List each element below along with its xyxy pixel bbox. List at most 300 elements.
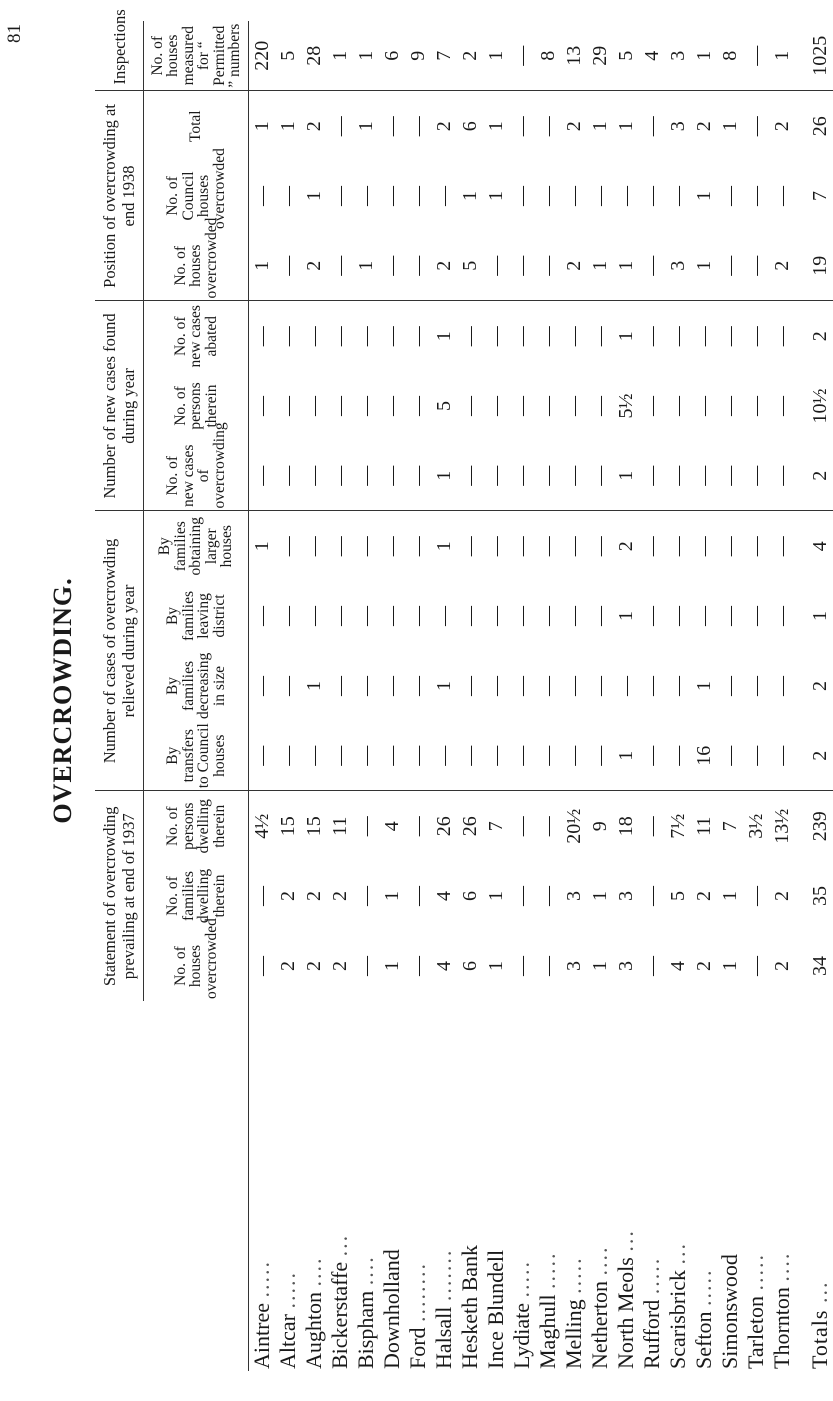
value-cell: 7 (808, 190, 831, 201)
table-row (691, 21, 717, 1371)
column-header: By families leaving district (164, 591, 228, 641)
value-cell: 4½ (250, 813, 273, 839)
value-cell: — (718, 675, 741, 696)
value-cell: — (640, 675, 663, 696)
value-cell: 20½ (562, 808, 585, 844)
value-cell: 6 (379, 21, 405, 91)
leader-dots: ..... (691, 1268, 716, 1307)
district-cell (301, 1001, 327, 1371)
value-cell: — (276, 605, 299, 626)
value-cell: 1 (614, 121, 637, 132)
leader-dots: .... (353, 1255, 378, 1286)
value-cell: — (405, 721, 431, 791)
value-cell: — (484, 395, 507, 416)
district-cell (613, 1001, 639, 1371)
value-cell: — (640, 536, 663, 557)
value-cell: — (328, 605, 351, 626)
value-cell: — (614, 675, 637, 696)
totals-row (795, 21, 833, 1371)
value-cell: 6 (458, 121, 481, 132)
value-cell: 7 (718, 821, 741, 832)
value-cell: 4 (380, 821, 403, 832)
value-cell: — (692, 605, 715, 626)
district-name: Maghull (535, 1294, 560, 1369)
value-cell: 1 (432, 680, 455, 691)
value-cell: 239 (808, 811, 831, 842)
value-cell: — (458, 675, 481, 696)
column-header: No. of families dwelling therein (164, 868, 228, 924)
value-cell: 1 (718, 891, 741, 901)
value-cell: 1 (302, 190, 325, 201)
value-cell: 1 (276, 121, 299, 132)
value-cell: 1 (353, 21, 379, 91)
value-cell: — (587, 721, 613, 791)
value-cell: — (717, 441, 743, 511)
value-cell: — (406, 326, 429, 347)
value-cell: — (327, 231, 353, 301)
value-cell: 1 (250, 541, 273, 552)
table-row (509, 21, 535, 1371)
value-cell: — (458, 326, 481, 347)
column-header: Total (187, 110, 205, 143)
value-cell: — (770, 675, 793, 696)
value-cell: 1 (588, 121, 611, 132)
value-cell: — (718, 605, 741, 626)
table-body (249, 21, 833, 1371)
leader-dots: ....... (431, 1248, 456, 1302)
district-name: Totals (807, 1309, 832, 1369)
value-cell: 3 (562, 891, 585, 901)
table-row (457, 21, 483, 1371)
value-cell: — (588, 536, 611, 557)
value-cell: — (510, 116, 533, 137)
district-cell (639, 1001, 665, 1371)
value-cell: — (457, 441, 483, 511)
district-cell (405, 1001, 431, 1371)
value-cell: 18 (614, 816, 637, 837)
column-header-row (144, 21, 249, 1371)
value-cell: — (379, 721, 405, 791)
value-cell: 11 (692, 816, 715, 836)
value-cell: — (744, 116, 767, 137)
value-cell: 2 (692, 891, 715, 901)
column-header: No. of new cases of overcrowding (144, 441, 249, 511)
value-cell: 1 (613, 721, 639, 791)
district-name: Sefton (691, 1311, 716, 1369)
value-cell: 16 (691, 721, 717, 791)
value-cell: — (328, 395, 351, 416)
value-cell: 9 (405, 21, 431, 91)
value-cell: — (744, 326, 767, 347)
group-header-prevailing: Statement of overcrowding prevailing at end of 1937 (95, 791, 144, 1001)
value-cell: — (535, 441, 561, 511)
value-cell: — (640, 395, 663, 416)
value-cell: — (743, 21, 769, 91)
value-cell: — (743, 231, 769, 301)
value-cell: — (718, 536, 741, 557)
value-cell: 1 (613, 231, 639, 301)
value-cell: — (354, 395, 377, 416)
value-cell: 1 (432, 331, 455, 342)
value-cell: — (328, 326, 351, 347)
value-cell: 5 (432, 400, 455, 411)
table-row (743, 21, 769, 1371)
value-cell: — (536, 185, 559, 206)
value-cell: — (536, 536, 559, 557)
district-column-header (144, 1001, 249, 1371)
value-cell: 7 (431, 21, 457, 91)
value-cell: — (509, 21, 535, 91)
value-cell: — (406, 605, 429, 626)
value-cell: 1 (587, 231, 613, 301)
value-cell: 2 (302, 891, 325, 901)
value-cell: — (484, 605, 507, 626)
value-cell: — (640, 886, 663, 906)
value-cell: 1 (458, 190, 481, 201)
value-cell: 1 (432, 541, 455, 552)
group-header-new-cases: Number of new cases found during year (95, 301, 144, 511)
district-cell (327, 1001, 353, 1371)
value-cell: — (510, 816, 533, 837)
district-name: Bickerstaffe (327, 1261, 352, 1369)
value-cell: — (380, 116, 403, 137)
value-cell: — (328, 536, 351, 557)
table-row (639, 21, 665, 1371)
value-cell: — (250, 326, 273, 347)
table-row (769, 21, 795, 1371)
value-cell: — (458, 395, 481, 416)
district-cell (249, 1001, 275, 1371)
value-cell: — (536, 816, 559, 837)
value-cell: — (275, 721, 301, 791)
value-cell: — (380, 675, 403, 696)
value-cell: 2 (302, 121, 325, 132)
leader-dots: .... (301, 1256, 326, 1287)
value-cell: 1 (718, 121, 741, 132)
value-cell: — (250, 956, 273, 976)
value-cell: — (640, 956, 663, 976)
value-cell: 4 (666, 961, 689, 971)
value-cell: 1 (588, 961, 611, 971)
group-header-position: Position of overcrowding at end 1938 (95, 91, 144, 301)
value-cell: — (639, 721, 665, 791)
value-cell: 2 (770, 961, 793, 971)
district-cell (457, 1001, 483, 1371)
value-cell: 2 (770, 121, 793, 132)
value-cell: — (484, 536, 507, 557)
value-cell: 2 (808, 331, 831, 342)
value-cell: 34 (808, 956, 831, 976)
district-name: Melling (561, 1299, 586, 1369)
district-cell (665, 1001, 691, 1371)
district-cell (587, 1001, 613, 1371)
value-cell: — (302, 536, 325, 557)
value-cell: — (666, 185, 689, 206)
value-cell: — (770, 185, 793, 206)
district-name: Bispham (353, 1290, 378, 1369)
value-cell: — (666, 536, 689, 557)
district-cell (795, 1001, 833, 1371)
value-cell: — (483, 231, 509, 301)
leader-dots: ........ (405, 1261, 430, 1322)
value-cell: 3 (614, 961, 637, 971)
district-name: Downholland (379, 1249, 404, 1369)
value-cell: 1 (484, 891, 507, 901)
value-cell: — (588, 326, 611, 347)
value-cell: 1 (718, 961, 741, 971)
value-cell: — (510, 956, 533, 976)
value-cell: 2 (770, 891, 793, 901)
value-cell: 13 (561, 21, 587, 91)
district-cell (275, 1001, 301, 1371)
value-cell: 3½ (744, 813, 767, 839)
value-cell: — (250, 675, 273, 696)
value-cell: 3 (665, 21, 691, 91)
value-cell: 2 (328, 891, 351, 901)
leader-dots: ..... (249, 1260, 274, 1298)
leader-dots: .... (587, 1245, 612, 1276)
value-cell: — (614, 185, 637, 206)
value-cell: 1 (613, 441, 639, 511)
value-cell: 5 (275, 21, 301, 91)
value-cell: 2 (432, 121, 455, 132)
value-cell: 9 (588, 821, 611, 832)
value-cell: — (588, 185, 611, 206)
value-cell: 2 (431, 231, 457, 301)
table-header (95, 9, 249, 1371)
value-cell: 2 (692, 961, 715, 971)
value-cell: — (536, 956, 559, 976)
value-cell: — (718, 326, 741, 347)
value-cell: 35 (808, 886, 831, 906)
district-name: Halsall (431, 1306, 456, 1369)
group-header-inspections: Inspections (95, 21, 144, 91)
value-cell: 26 (432, 816, 455, 837)
column-header: No. of persons therein (171, 382, 220, 430)
value-cell: — (536, 395, 559, 416)
value-cell: — (458, 536, 481, 557)
table-row (431, 21, 457, 1371)
leader-dots: ... (327, 1233, 352, 1257)
value-cell: — (302, 326, 325, 347)
district-cell (535, 1001, 561, 1371)
value-cell: — (380, 395, 403, 416)
value-cell: 1 (380, 891, 403, 901)
value-cell: — (744, 395, 767, 416)
value-cell: — (276, 395, 299, 416)
value-cell: — (639, 231, 665, 301)
value-cell: 1 (380, 961, 403, 971)
district-name: Tarleton (743, 1296, 768, 1369)
value-cell: — (665, 441, 691, 511)
value-cell: 1 (484, 190, 507, 201)
value-cell: 2 (328, 961, 351, 971)
table-row (301, 21, 327, 1371)
value-cell: — (718, 185, 741, 206)
value-cell: — (510, 326, 533, 347)
value-cell: 6 (458, 961, 481, 971)
table-row (405, 21, 431, 1371)
district-name: Scarisbrick (665, 1270, 690, 1369)
value-cell: 1 (808, 610, 831, 621)
value-cell: — (561, 441, 587, 511)
value-cell: — (250, 886, 273, 906)
value-cell: 1025 (795, 21, 833, 91)
value-cell: — (275, 231, 301, 301)
value-cell: — (666, 395, 689, 416)
value-cell: — (744, 675, 767, 696)
table-row (275, 21, 301, 1371)
value-cell: — (379, 231, 405, 301)
leader-dots: ..... (561, 1256, 586, 1294)
value-cell: — (640, 116, 663, 137)
value-cell: 10½ (808, 388, 831, 424)
table-row (665, 21, 691, 1371)
value-cell: — (561, 721, 587, 791)
value-cell: 2 (302, 961, 325, 971)
district-cell (691, 1001, 717, 1371)
value-cell: 26 (808, 116, 831, 137)
value-cell: — (354, 185, 377, 206)
value-cell: 1 (614, 331, 637, 342)
district-name: Thornton (769, 1287, 794, 1369)
district-cell (431, 1001, 457, 1371)
value-cell: — (536, 886, 559, 906)
value-cell: 1 (692, 680, 715, 691)
value-cell: 4 (808, 541, 831, 552)
district-cell (743, 1001, 769, 1371)
value-cell: — (406, 816, 429, 837)
value-cell: — (536, 605, 559, 626)
value-cell: — (770, 326, 793, 347)
district-name: North Meols (613, 1257, 638, 1369)
value-cell: 1 (483, 21, 509, 91)
value-cell: — (536, 675, 559, 696)
value-cell: — (769, 441, 795, 511)
value-cell: 1 (769, 21, 795, 91)
value-cell: 1 (691, 231, 717, 301)
value-cell: 3 (666, 121, 689, 132)
value-cell: — (770, 536, 793, 557)
value-cell: 2 (692, 121, 715, 132)
value-cell: — (744, 605, 767, 626)
value-cell: — (302, 605, 325, 626)
value-cell: — (587, 441, 613, 511)
leader-dots: ..... (743, 1253, 768, 1291)
value-cell: 3 (614, 891, 637, 901)
value-cell: — (639, 441, 665, 511)
value-cell: — (640, 605, 663, 626)
district-cell (353, 1001, 379, 1371)
district-name: Lydiate (509, 1303, 534, 1369)
value-cell: — (510, 395, 533, 416)
value-cell: 19 (795, 231, 833, 301)
value-cell: 1 (249, 231, 275, 301)
value-cell: 3 (562, 961, 585, 971)
value-cell: 3 (665, 231, 691, 301)
value-cell: — (484, 675, 507, 696)
value-cell: — (744, 536, 767, 557)
value-cell: — (275, 441, 301, 511)
column-header: No. of persons dwelling therein (164, 799, 228, 854)
value-cell: — (509, 231, 535, 301)
value-cell: 1 (484, 121, 507, 132)
value-cell: — (562, 395, 585, 416)
value-cell: — (510, 605, 533, 626)
table-row (483, 21, 509, 1371)
district-name: Ford (405, 1327, 430, 1369)
value-cell: — (769, 721, 795, 791)
value-cell: — (562, 536, 585, 557)
value-cell: — (406, 956, 429, 976)
value-cell: — (301, 441, 327, 511)
value-cell: 1 (692, 190, 715, 201)
district-name: Simonswood (717, 1254, 742, 1369)
column-header: By families decreasing in size (164, 652, 228, 719)
value-cell: 1 (614, 610, 637, 621)
column-header: By transfers to Council houses (144, 721, 249, 791)
value-cell: — (406, 395, 429, 416)
value-cell: — (536, 116, 559, 137)
overcrowding-table (95, 9, 833, 1371)
value-cell: — (562, 675, 585, 696)
value-cell: 1 (302, 680, 325, 691)
district-name: Ince Blundell (483, 1249, 508, 1369)
value-cell: — (353, 721, 379, 791)
value-cell: — (328, 116, 351, 137)
value-cell: — (691, 441, 717, 511)
district-cell (769, 1001, 795, 1371)
value-cell: — (640, 816, 663, 837)
value-cell: — (432, 605, 455, 626)
value-cell: — (588, 395, 611, 416)
value-cell: — (483, 441, 509, 511)
value-cell: — (692, 326, 715, 347)
value-cell: — (510, 675, 533, 696)
value-cell: — (406, 886, 429, 906)
district-name: Hesketh Bank (457, 1244, 482, 1369)
value-cell: 1 (327, 21, 353, 91)
value-cell: — (509, 441, 535, 511)
value-cell: — (484, 326, 507, 347)
value-cell: — (250, 185, 273, 206)
value-cell: 2 (276, 961, 299, 971)
value-cell: — (562, 605, 585, 626)
value-cell: 2 (561, 231, 587, 301)
leader-dots: ..... (639, 1256, 664, 1295)
value-cell: 1 (588, 891, 611, 901)
leader-dots: .... (769, 1251, 794, 1282)
value-cell: 4 (432, 961, 455, 971)
value-cell: 15 (302, 816, 325, 837)
value-cell: 5 (613, 21, 639, 91)
value-cell: — (640, 185, 663, 206)
value-cell: 2 (808, 680, 831, 691)
value-cell: — (692, 395, 715, 416)
value-cell: 2 (795, 721, 833, 791)
value-cell: 6 (458, 891, 481, 901)
column-header: No. of houses overcrowded (144, 231, 249, 301)
value-cell: 7 (484, 821, 507, 832)
value-cell: 2 (457, 21, 483, 91)
value-cell: — (692, 536, 715, 557)
value-cell: — (405, 441, 431, 511)
value-cell: — (432, 185, 455, 206)
value-cell: — (666, 675, 689, 696)
value-cell: — (457, 721, 483, 791)
value-cell: — (327, 441, 353, 511)
value-cell: — (743, 441, 769, 511)
